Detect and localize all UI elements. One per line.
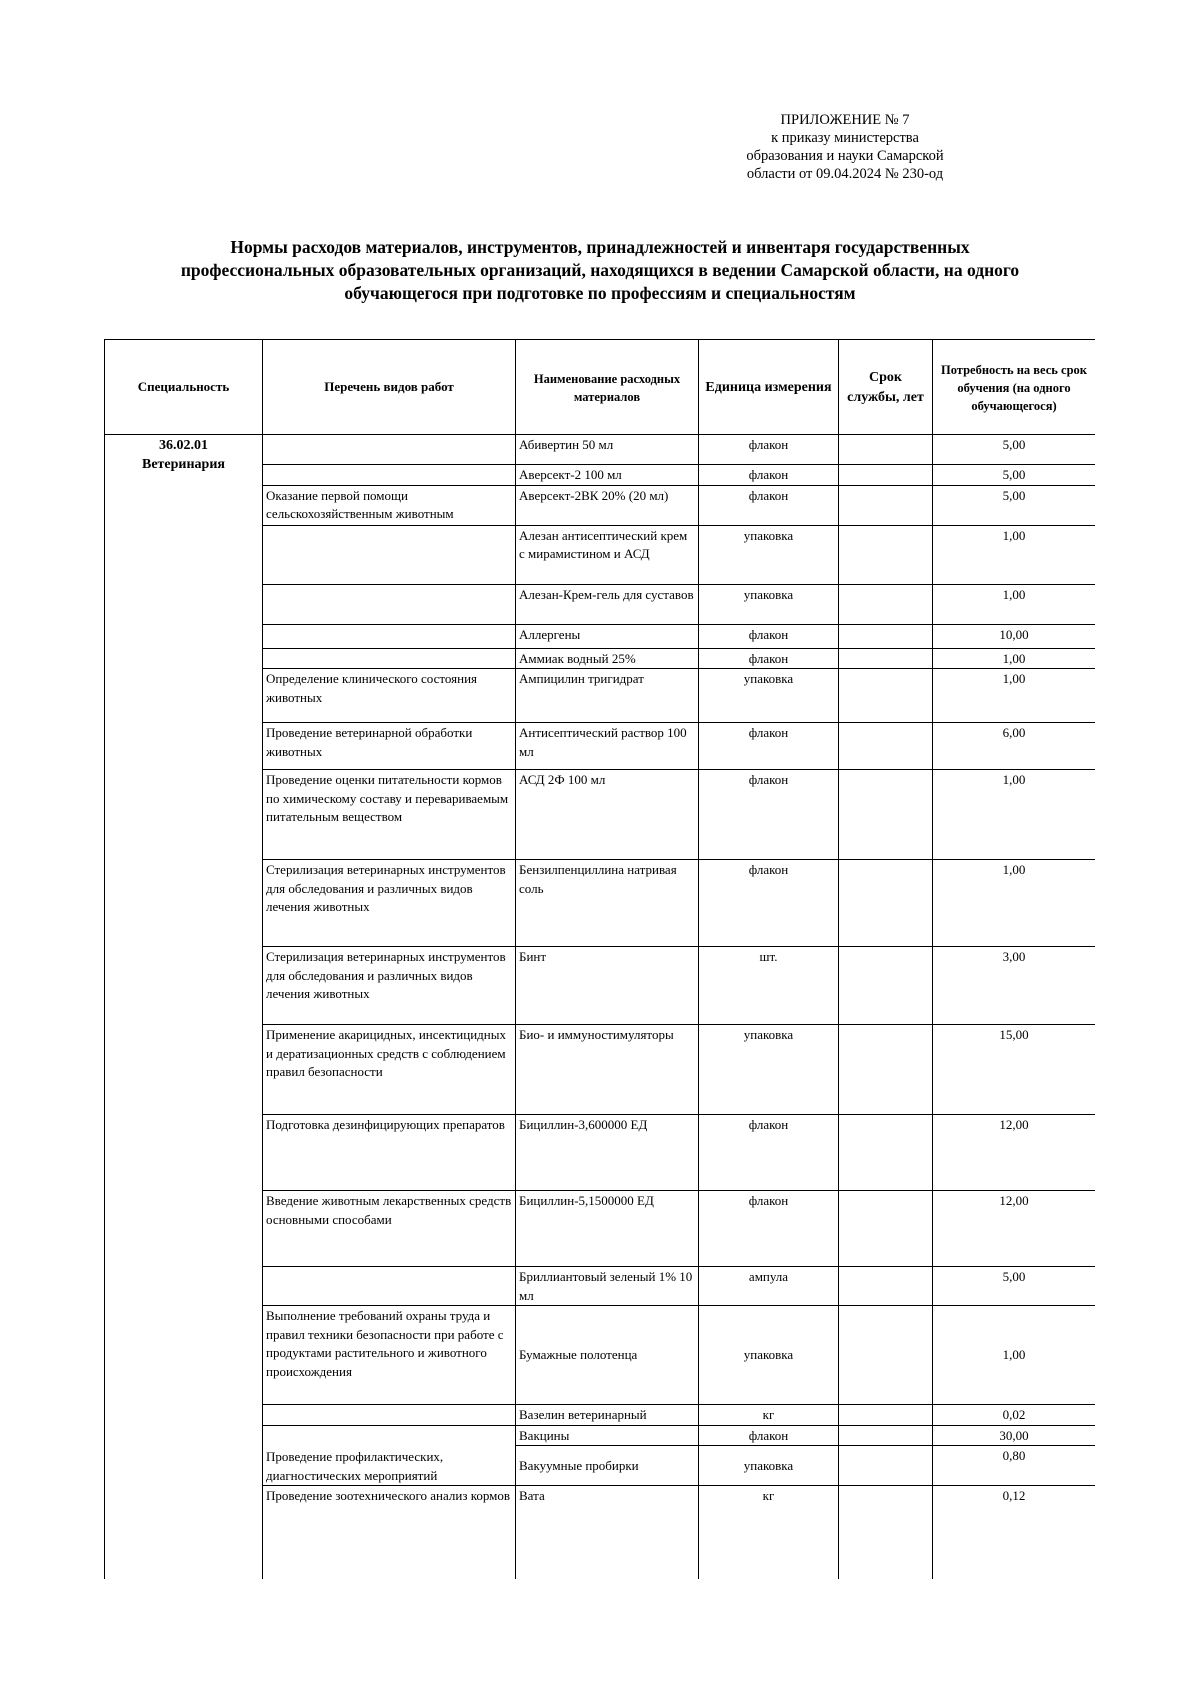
table-header-row — [105, 340, 1096, 435]
term-cell — [839, 947, 933, 1025]
material-cell: Абивертин 50 мл — [516, 435, 699, 465]
material-cell: Аверсект-2 100 мл — [516, 465, 699, 486]
material-cell: Аммиак водный 25% — [516, 648, 699, 669]
term-cell — [839, 860, 933, 947]
term-cell — [839, 465, 933, 486]
term-cell — [839, 1267, 933, 1306]
need-cell: 1,00 — [933, 860, 1096, 947]
need-cell: 5,00 — [933, 1267, 1096, 1306]
material-cell: Вакуумные пробирки — [516, 1446, 699, 1486]
need-cell: 6,00 — [933, 723, 1096, 770]
header-specialty: Специальность — [105, 340, 263, 435]
work-cell — [263, 525, 516, 584]
appendix-ministry-line: образования и науки Самарской — [746, 148, 944, 164]
unit-cell: флакон — [699, 435, 839, 465]
unit-cell: ампула — [699, 1267, 839, 1306]
material-cell: Бициллин-3,600000 ЕД — [516, 1115, 699, 1191]
need-cell: 0,12 — [933, 1486, 1096, 1580]
appendix-order-line: к приказу министерства — [771, 130, 919, 146]
need-cell: 1,00 — [933, 1306, 1096, 1405]
need-cell: 10,00 — [933, 624, 1096, 648]
term-cell — [839, 770, 933, 860]
unit-cell: упаковка — [699, 525, 839, 584]
material-cell: Аллергены — [516, 624, 699, 648]
material-cell: Био- и иммуностимуляторы — [516, 1025, 699, 1115]
work-cell — [263, 1267, 516, 1306]
work-cell: Оказание первой помощи сельскохозяйственным животным — [263, 485, 516, 525]
term-cell — [839, 1191, 933, 1267]
material-cell: Антисептический раствор 100 мл — [516, 723, 699, 770]
material-cell: Вазелин ветеринарный — [516, 1405, 699, 1426]
need-cell: 1,00 — [933, 584, 1096, 624]
work-cell: Применение акарицидных, инсектицидных и дератизационных средств с соблюдением правил безопасности — [263, 1025, 516, 1115]
unit-cell: флакон — [699, 1425, 839, 1446]
unit-cell: флакон — [699, 624, 839, 648]
unit-cell: флакон — [699, 648, 839, 669]
unit-cell: упаковка — [699, 1306, 839, 1405]
norms-table — [104, 339, 1095, 1579]
title-line-2: профессиональных образовательных организаций, находящихся в ведении Самарской области, на одного — [180, 260, 1020, 280]
need-cell: 1,00 — [933, 770, 1096, 860]
unit-cell: шт. — [699, 947, 839, 1025]
need-cell: 0,80 — [933, 1446, 1096, 1486]
work-cell: Определение клинического состояния животных — [263, 669, 516, 723]
unit-cell: флакон — [699, 723, 839, 770]
term-cell — [839, 525, 933, 584]
document-title — [120, 236, 1080, 305]
norms-table-wrapper — [104, 339, 1095, 1579]
unit-cell: флакон — [699, 770, 839, 860]
appendix-number: ПРИЛОЖЕНИЕ № 7 — [780, 112, 910, 128]
work-cell: Подготовка дезинфицирующих препаратов — [263, 1115, 516, 1191]
unit-cell: флакон — [699, 465, 839, 486]
term-cell — [839, 1405, 933, 1426]
header-need: Потребность на весь срок обучения (на одного обучающегося) — [933, 340, 1096, 435]
work-cell: Проведение профилактических, диагностических мероприятий — [263, 1425, 516, 1486]
material-cell: Ампицилин тригидрат — [516, 669, 699, 723]
unit-cell: кг — [699, 1405, 839, 1426]
work-cell — [263, 465, 516, 486]
term-cell — [839, 584, 933, 624]
term-cell — [839, 1025, 933, 1115]
need-cell: 15,00 — [933, 1025, 1096, 1115]
need-cell: 5,00 — [933, 435, 1096, 465]
title-line-3: обучающегося при подготовке по профессиям и специальностям — [344, 283, 856, 303]
unit-cell: упаковка — [699, 669, 839, 723]
table-row — [105, 435, 1096, 465]
work-cell: Введение животным лекарственных средств основными способами — [263, 1191, 516, 1267]
work-cell: Стерилизация ветеринарных инструментов для обследования и различных видов лечения животных — [263, 860, 516, 947]
need-cell: 12,00 — [933, 1115, 1096, 1191]
material-cell: АСД 2Ф 100 мл — [516, 770, 699, 860]
work-cell: Проведение оценки питательности кормов по химическому составу и перевариваемым питательным веществом — [263, 770, 516, 860]
specialty-name: Ветеринария — [142, 457, 225, 472]
need-cell: 30,00 — [933, 1425, 1096, 1446]
header-unit: Единица измерения — [699, 340, 839, 435]
material-cell: Алезан-Крем-гель для суставов — [516, 584, 699, 624]
term-cell — [839, 648, 933, 669]
header-material: Наименование расходных материалов — [516, 340, 699, 435]
term-cell — [839, 1306, 933, 1405]
unit-cell: кг — [699, 1486, 839, 1580]
material-cell: Вата — [516, 1486, 699, 1580]
appendix-date-line: области от 09.04.2024 № 230-од — [746, 166, 944, 182]
material-cell: Бензилпенциллина натривая соль — [516, 860, 699, 947]
title-line-1: Нормы расходов материалов, инструментов, принадлежностей и инвентаря государственных — [230, 237, 970, 257]
unit-cell: упаковка — [699, 1025, 839, 1115]
work-cell: Проведение ветеринарной обработки животных — [263, 723, 516, 770]
unit-cell: упаковка — [699, 1446, 839, 1486]
term-cell — [839, 624, 933, 648]
term-cell — [839, 435, 933, 465]
need-cell: 5,00 — [933, 485, 1096, 525]
material-cell: Алезан антисептический крем с мирамистином и АСД — [516, 525, 699, 584]
work-cell: Проведение зоотехнического анализ кормов — [263, 1486, 516, 1580]
work-cell: Выполнение требований охраны труда и правил техники безопасности при работе с продуктами растительного и животного происхождения — [263, 1306, 516, 1405]
appendix-header — [690, 111, 1000, 183]
work-cell — [263, 648, 516, 669]
term-cell — [839, 1446, 933, 1486]
work-cell — [263, 584, 516, 624]
need-cell: 3,00 — [933, 947, 1096, 1025]
work-cell — [263, 435, 516, 465]
material-cell: Аверсект-2ВК 20% (20 мл) — [516, 485, 699, 525]
work-cell — [263, 624, 516, 648]
need-cell: 1,00 — [933, 648, 1096, 669]
need-cell: 12,00 — [933, 1191, 1096, 1267]
specialty-code: 36.02.01 — [159, 438, 208, 453]
material-cell: Бумажные полотенца — [516, 1306, 699, 1405]
work-cell: Стерилизация ветеринарных инструментов для обследования и различных видов лечения животных — [263, 947, 516, 1025]
need-cell: 1,00 — [933, 669, 1096, 723]
material-cell: Бициллин-5,1500000 ЕД — [516, 1191, 699, 1267]
material-cell: Бриллиантовый зеленый 1% 10 мл — [516, 1267, 699, 1306]
specialty-cell — [105, 435, 263, 1580]
header-term: Срок службы, лет — [839, 340, 933, 435]
term-cell — [839, 1486, 933, 1580]
header-works: Перечень видов работ — [263, 340, 516, 435]
unit-cell: флакон — [699, 1191, 839, 1267]
term-cell — [839, 723, 933, 770]
need-cell: 0,02 — [933, 1405, 1096, 1426]
unit-cell: флакон — [699, 1115, 839, 1191]
need-cell: 1,00 — [933, 525, 1096, 584]
unit-cell: упаковка — [699, 584, 839, 624]
term-cell — [839, 485, 933, 525]
need-cell: 5,00 — [933, 465, 1096, 486]
material-cell: Вакцины — [516, 1425, 699, 1446]
term-cell — [839, 1115, 933, 1191]
term-cell — [839, 1425, 933, 1446]
term-cell — [839, 669, 933, 723]
material-cell: Бинт — [516, 947, 699, 1025]
unit-cell: флакон — [699, 485, 839, 525]
unit-cell: флакон — [699, 860, 839, 947]
work-cell — [263, 1405, 516, 1426]
